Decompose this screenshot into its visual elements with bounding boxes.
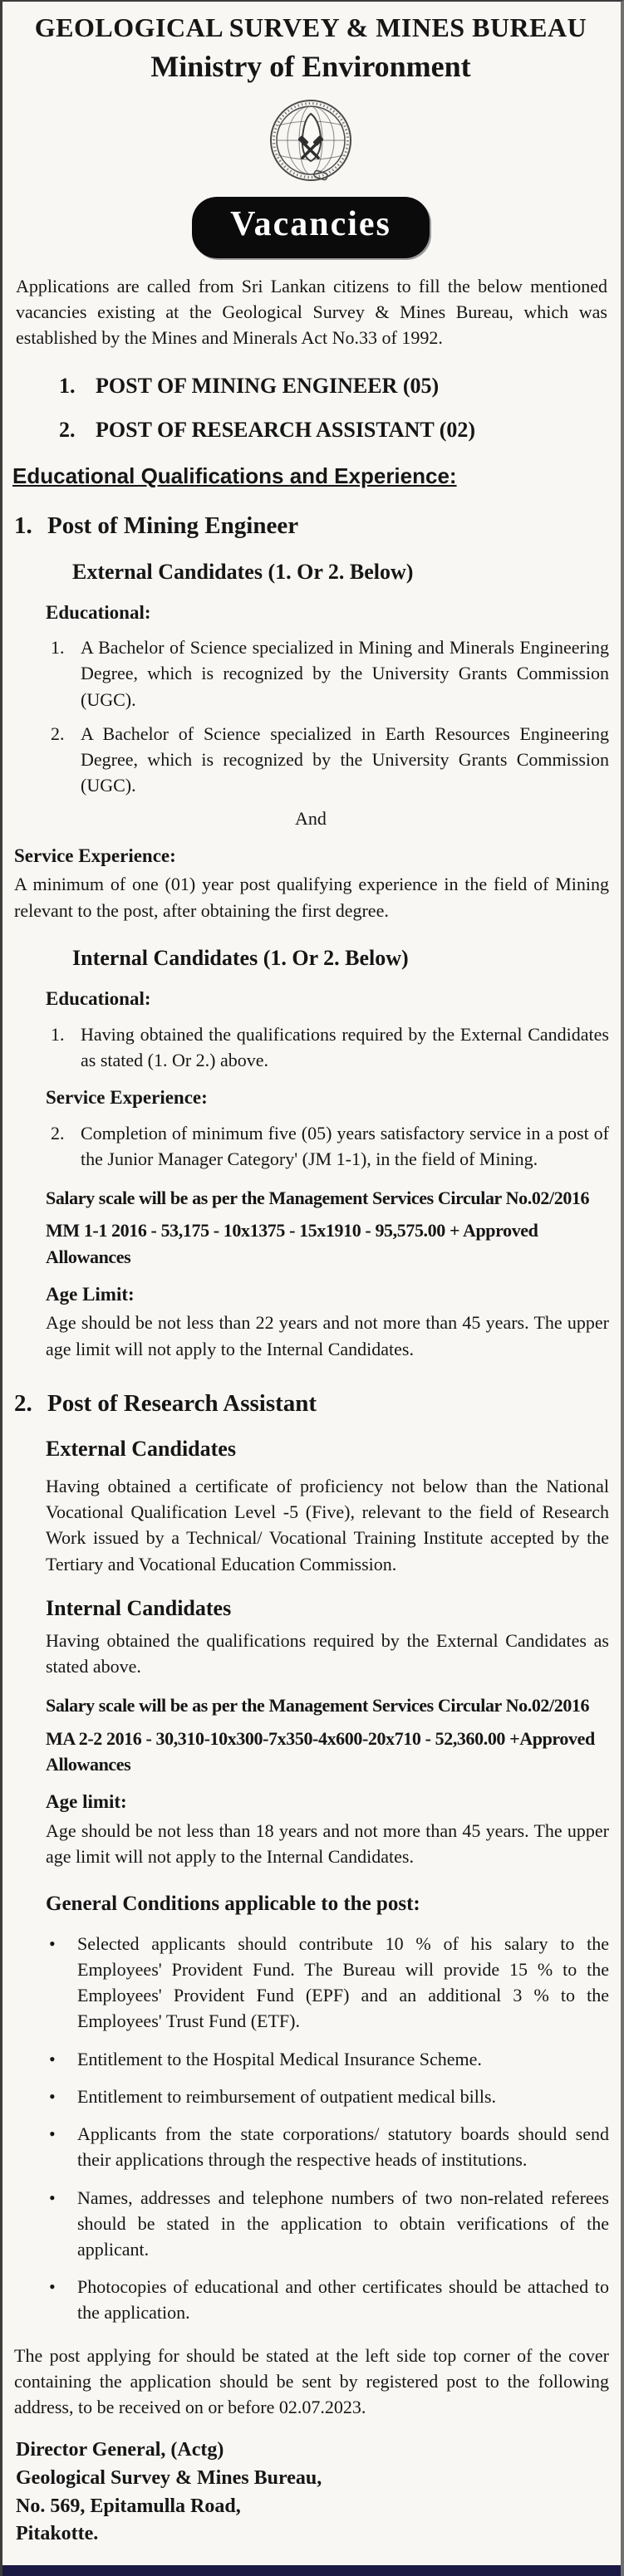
me-external-service-text: A minimum of one (01) year post qualifying experience in the field of Mining relevant to the post, after obtaining the first degree. <box>14 874 609 921</box>
list-item-number: 2. <box>51 722 65 744</box>
ra-age-text: Age should be not less than 18 years and not more than 45 years. The upper age limit will not apply to the Internal Candidates. <box>46 1819 609 1867</box>
me-internal-heading: Internal Candidates (1. Or 2. Below) <box>72 945 409 970</box>
bullet-icon: • <box>49 2048 56 2069</box>
list-item <box>51 634 609 713</box>
notice-content <box>2 2 621 2565</box>
ra-salary-heading: Salary scale will be as per the Management Services Circular No.02/2016 <box>46 1695 590 1717</box>
section-title: Post of Research Assistant <box>47 1389 317 1417</box>
list-item-text: Having obtained the qualifications required by the External Candidates as stated (1. Or 2.) above. <box>81 1023 609 1070</box>
me-internal-educational-list <box>12 1021 609 1073</box>
list-item-number: 1. <box>51 1023 65 1045</box>
intro-paragraph: Applications are called from Sri Lankan citizens to fill the below mentioned vacancies existing at the Geological Survey & Mines Bureau, which was established by the Mines and Minerals Act No.33 of 1992. <box>16 276 607 349</box>
list-item-text: A Bachelor of Science specialized in Mining and Minerals Engineering Degree, which is recognized by the University Grants Commission (UGC). <box>81 637 609 710</box>
signature-line: No. 569, Epitamulla Road, <box>16 2495 241 2517</box>
general-conditions-list <box>12 1931 609 2326</box>
ra-age-label: Age limit: <box>46 1791 127 1813</box>
me-external-heading: External Candidates (1. Or 2. Below) <box>72 559 414 584</box>
me-external-educational-list <box>12 634 609 798</box>
research-assistant-heading <box>14 1387 609 1421</box>
closing-paragraph: The post applying for should be stated at the left side top corner of the cover containing the application should be sent by registered post to the following address, to be received on or before 02.07.2023. <box>14 2344 609 2418</box>
conjunction-and: And <box>295 807 327 829</box>
bullet-icon: • <box>49 2085 56 2107</box>
me-salary-heading: Salary scale will be as per the Management Services Circular No.02/2016 <box>46 1188 590 1209</box>
org-title: GEOLOGICAL SURVEY & MINES BUREAU <box>34 12 587 42</box>
list-item <box>51 721 609 799</box>
list-item-number: 1. <box>51 637 65 659</box>
bullet-icon: • <box>49 2123 56 2145</box>
signature-line: Director General, (Actg) <box>16 2439 224 2461</box>
bottom-border-bar <box>2 2565 621 2576</box>
vacancy-item-title: POST OF MINING ENGINEER (05) <box>96 373 440 398</box>
ra-external-heading: External Candidates <box>46 1437 236 1462</box>
ra-external-text: Having obtained a certificate of proficiency not below than the National Vocational Qualification Level -5 (Five), relevant to the field of Research Work issued by a Technical/ Vocational Training Institute accepted by the Tertiary and Vocational Education Commission. <box>46 1476 609 1574</box>
bullet-text: Names, addresses and telephone numbers of two non-related referees should be stated in the application to obtain verifications of the applicant. <box>77 2187 609 2260</box>
list-item-number: 2. <box>51 1122 65 1144</box>
bullet-icon: • <box>49 2187 56 2208</box>
vacancy-item-mining-engineer <box>59 371 609 402</box>
me-external-educational-label: Educational: <box>46 601 151 623</box>
ra-internal-heading: Internal Candidates <box>46 1595 232 1620</box>
ra-salary-scale: MA 2-2 2016 - 30,310-10x300-7x350-4x600-20x710 - 52,360.00 +Approved Allowances <box>46 1727 595 1775</box>
list-item <box>51 1120 609 1172</box>
me-external-service-label: Service Experience: <box>14 845 176 866</box>
ministry-title: Ministry of Environment <box>150 50 471 84</box>
bullet-text: Entitlement to the Hospital Medical Insurance Scheme. <box>77 2048 482 2069</box>
signature-block <box>16 2436 609 2548</box>
bullet-icon: • <box>49 2276 56 2298</box>
list-item-text: Completion of minimum five (05) years satisfactory service in a post of the Junior Manager Category' (JM 1-1), in the field of Mining. <box>81 1122 609 1169</box>
vacancy-item-title: POST OF RESEARCH ASSISTANT (02) <box>96 417 476 442</box>
vacancy-item-number: 2. <box>59 417 76 442</box>
me-salary-scale: MM 1-1 2016 - 53,175 - 10x1375 - 15x1910 - 95,575.00 + Approved Allowances <box>46 1220 538 1267</box>
bullet-text: Entitlement to reimbursement of outpatient medical bills. <box>77 2085 497 2107</box>
section-number: 2. <box>14 1389 32 1417</box>
me-age-label: Age Limit: <box>46 1283 135 1305</box>
vacancy-item-research-assistant <box>59 415 609 446</box>
bullet-text: Photocopies of educational and other certificates should be attached to the application. <box>77 2276 609 2324</box>
list-item <box>51 1021 609 1073</box>
me-internal-service-label: Service Experience: <box>46 1086 208 1108</box>
vacancies-banner: Vacancies <box>192 197 430 258</box>
gsmb-seal-logo <box>266 95 356 189</box>
bullet-item <box>49 2121 609 2172</box>
bullet-text: Applicants from the state corporations/ statutory boards should send their applications through the respective heads of institutions. <box>77 2123 609 2171</box>
qualifications-heading: Educational Qualifications and Experience: <box>12 463 457 488</box>
ra-internal-text: Having obtained the qualifications required by the External Candidates as stated above. <box>46 1629 609 1677</box>
list-item-text: A Bachelor of Science specialized in Earth Resources Engineering Degree, which is recognized by the University Grants Commission (UGC). <box>81 722 609 796</box>
section-number: 1. <box>14 512 32 540</box>
bullet-text: Selected applicants should contribute 10 % of his salary to the Employees' Provident Fund. The Bureau will provide 15 % to the Employees' Provident Fund (EPF) and an additional 3 % to the Employees' Trust Fund (ETF). <box>77 1932 609 2032</box>
signature-line: Pitakotte. <box>16 2523 99 2545</box>
banner-row <box>12 197 609 258</box>
bullet-item <box>49 2084 609 2109</box>
me-internal-service-list <box>12 1120 609 1172</box>
bullet-item <box>49 1931 609 2035</box>
bullet-icon: • <box>49 1932 56 1954</box>
vacancy-item-number: 1. <box>59 373 76 398</box>
vacancy-list <box>59 371 609 446</box>
signature-line: Geological Survey & Mines Bureau, <box>16 2466 322 2489</box>
general-conditions-heading: General Conditions applicable to the post: <box>46 1893 420 1916</box>
mining-engineer-heading <box>14 509 609 543</box>
me-internal-educational-label: Educational: <box>46 987 151 1009</box>
section-title: Post of Mining Engineer <box>47 512 299 540</box>
bullet-item <box>49 2046 609 2072</box>
me-age-text: Age should be not less than 22 years and not more than 45 years. The upper age limit will not apply to the Internal Candidates. <box>46 1312 609 1359</box>
bullet-item <box>49 2185 609 2263</box>
bullet-item <box>49 2274 609 2325</box>
